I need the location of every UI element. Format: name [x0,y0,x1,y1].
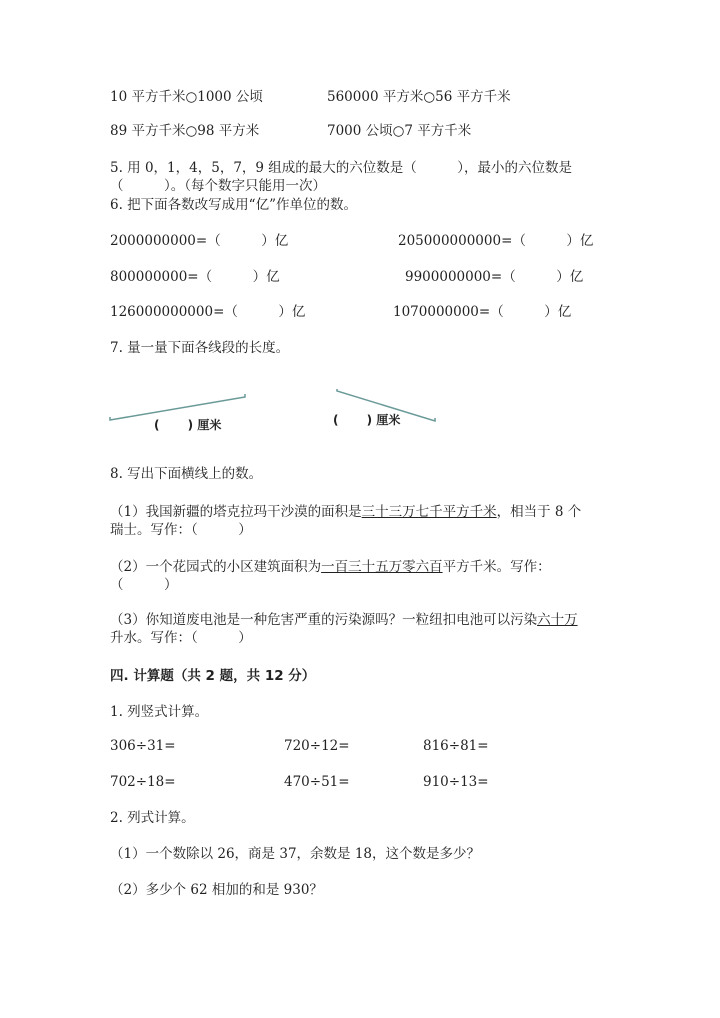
q8-title: 8. 写出下面横线上的数。 [110,466,263,482]
q8-item2-line2: （ ） [110,577,178,593]
q6-item: 205000000000=（ ）亿 [398,233,594,249]
q8-item1 [110,503,581,521]
calc-item: 306÷31= [110,738,176,754]
underlined-text: 三十三万七千平方千米 [361,504,497,520]
q5-line1: 5. 用 0，1，4，5，7，9 组成的最大的六位数是（ ），最小的六位数是 [110,160,573,176]
calc-item: 470÷51= [284,774,350,790]
c2-title: 2. 列式计算。 [110,810,195,826]
calc-item: 816÷81= [423,738,489,754]
compare-item: 7000 公顷○7 平方千米 [327,123,472,139]
c2-item: （1）一个数除以 26，商是 37，余数是 18，这个数是多少？ [110,846,480,862]
text: （1）我国新疆的塔克拉玛干沙漠的面积是 [110,504,362,520]
underlined-text: 六十万 [537,612,578,628]
c1-title: 1. 列竖式计算。 [110,704,209,720]
q6-item: 126000000000=（ ）亿 [110,304,306,320]
q6-title: 6. 把下面各数改写成用“亿”作单位的数。 [110,197,357,213]
text: ，相当于 8 个 [496,504,582,520]
calc-item: 910÷13= [423,774,489,790]
q6-item: 9900000000=（ ）亿 [405,269,584,285]
q7-title: 7. 量一量下面各线段的长度。 [110,340,290,356]
text: 平方千米。写作： [442,559,551,575]
text: （2）一个花园式的小区建筑面积为 [110,559,322,575]
compare-item: 10 平方千米○1000 公顷 [110,89,263,105]
section-heading: 四. 计算题（共 2 题，共 12 分） [110,668,316,684]
segment-2-label: ( ) 厘米 [333,413,401,427]
q8-item2 [110,558,551,576]
q6-item: 1070000000=（ ）亿 [393,304,572,320]
q8-item1-line2: 瑞士。写作：（ ） [110,522,252,538]
compare-item: 560000 平方米○56 平方千米 [327,89,511,105]
calc-item: 720÷12= [284,738,350,754]
q6-item: 2000000000=（ ）亿 [110,233,289,249]
q8-item3-line2: 升水。写作：（ ） [110,630,252,646]
underlined-text: 一百三十五万零六百 [321,559,443,575]
c2-item: （2）多少个 62 相加的和是 930？ [110,882,323,898]
q8-item3 [110,611,578,629]
q5-line2: （ ）。（每个数字只能用一次） [110,178,326,194]
compare-item: 89 平方千米○98 平方米 [110,123,260,139]
q6-item: 800000000=（ ）亿 [110,269,280,285]
text: （3）你知道废电池是一种危害严重的污染源吗？一粒纽扣电池可以污染 [110,612,538,628]
calc-item: 702÷18= [110,774,176,790]
segment-1-label: ( ) 厘米 [154,418,222,432]
